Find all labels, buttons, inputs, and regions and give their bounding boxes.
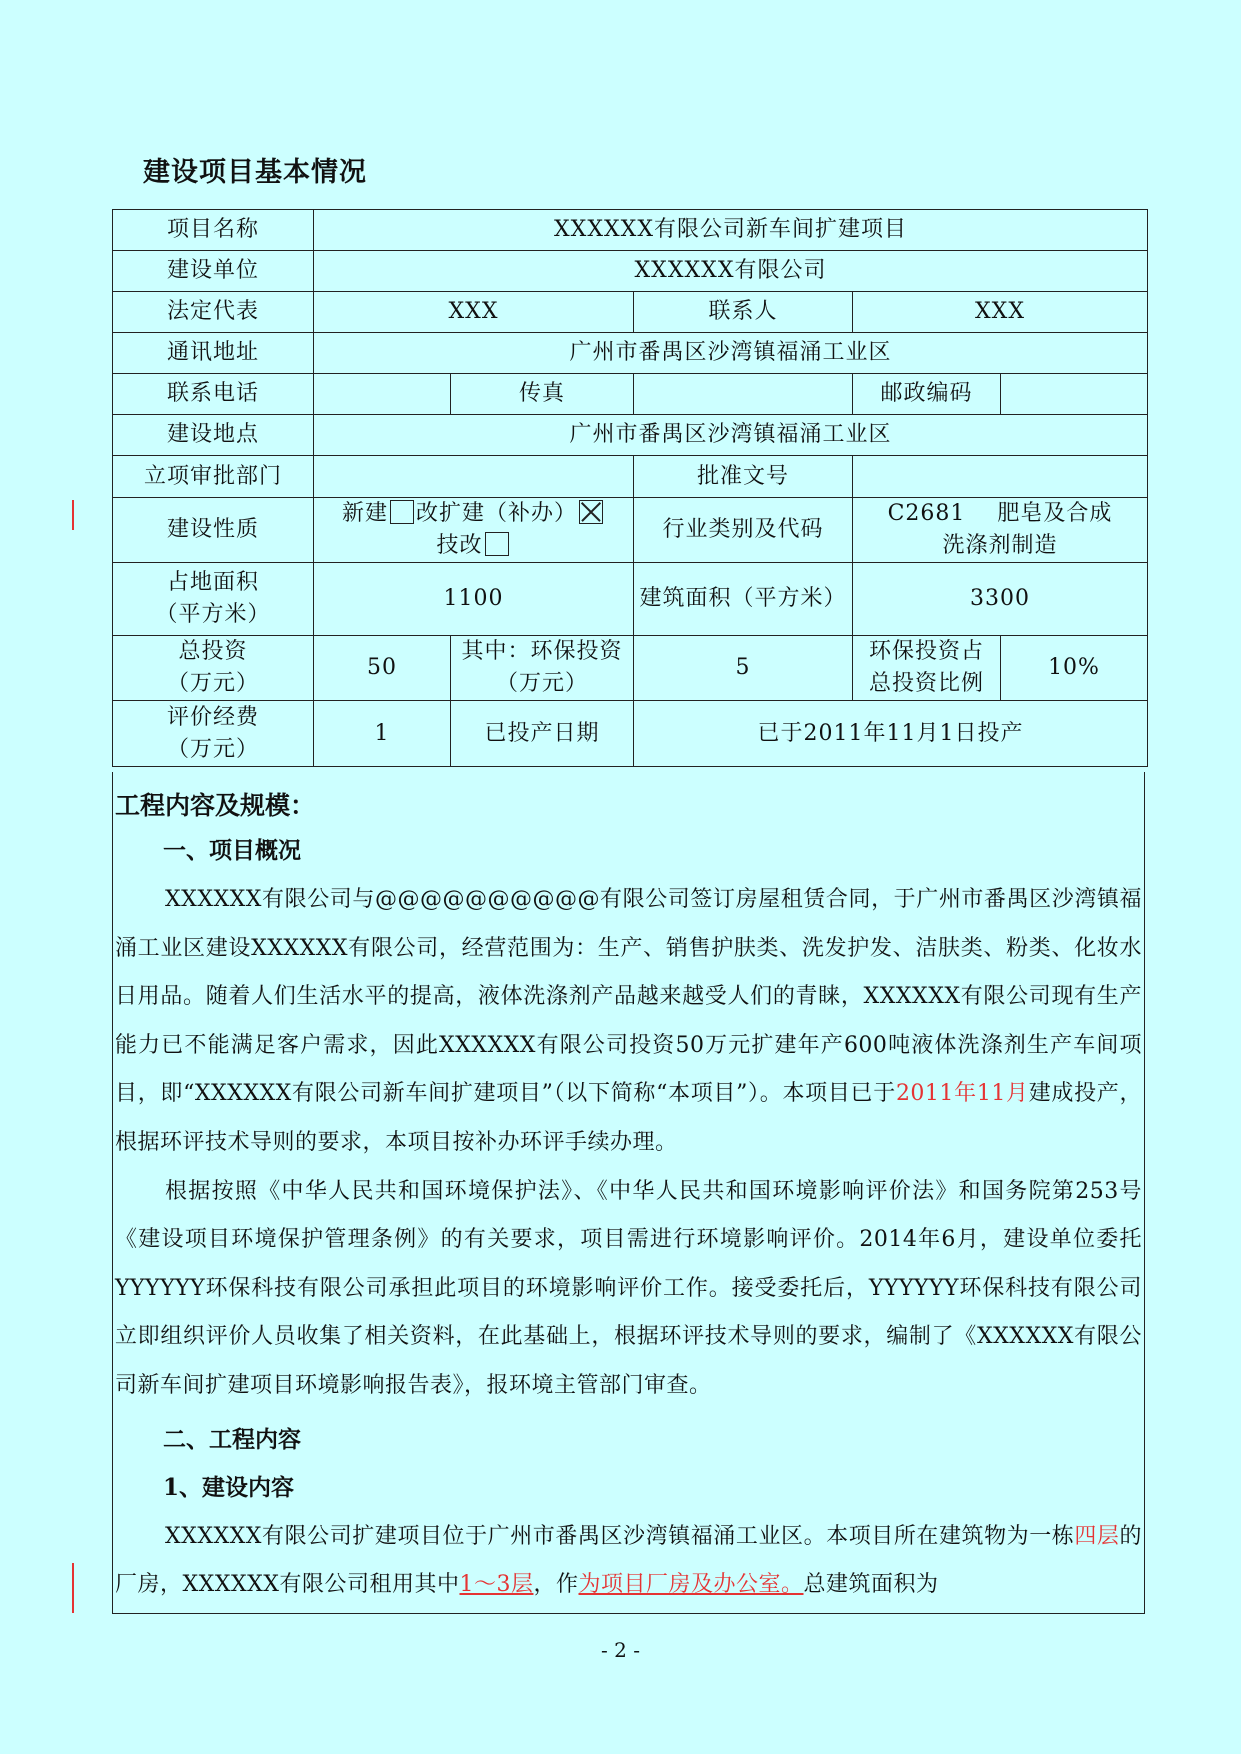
- project-content-box: [112, 772, 1145, 1614]
- total-invest-label-1: 总投资: [178, 639, 248, 664]
- label-eval-fee: [113, 701, 314, 767]
- eval-fee-label-2: （万元）: [166, 736, 259, 762]
- value-address: 广州市番禺区沙湾镇福涌工业区: [314, 333, 1148, 374]
- value-builder: XXXXXX有限公司: [314, 251, 1148, 292]
- p3-text-c: ，作: [533, 1572, 579, 1598]
- nature-expand-checkbox[interactable]: [579, 500, 603, 524]
- value-env-invest: 5: [634, 636, 853, 701]
- eval-fee-label-1: 评价经费: [166, 704, 259, 730]
- value-prod-date: 已于2011年11月1日投产: [634, 701, 1148, 767]
- label-prod-date: 已投产日期: [451, 701, 634, 767]
- value-total-invest: 50: [314, 636, 451, 701]
- p1-text-b: 建成投产，根据环评技术导则的要求，本项目按补办环评手续办理。: [115, 1081, 1143, 1155]
- value-eval-fee: 1: [314, 701, 451, 767]
- p3-revised-usage: 为项目厂房及办公室。: [578, 1572, 804, 1598]
- industry-name-2: 洗涤剂制造: [942, 533, 1058, 558]
- label-fax: 传真: [451, 374, 634, 415]
- nature-tech-label: 技改: [436, 533, 483, 558]
- section-heading-overview: 一、项目概况: [163, 837, 301, 864]
- p3-text-a: XXXXXX有限公司扩建项目位于广州市番禺区沙湾镇福涌工业区。本项目所在建筑物为一栋: [165, 1523, 1075, 1549]
- label-address: 通讯地址: [113, 333, 314, 374]
- label-floor-area: 建筑面积（平方米）: [634, 563, 853, 636]
- nature-tech-checkbox[interactable]: [485, 532, 509, 556]
- label-land-area: [113, 563, 314, 636]
- industry-code: C2681: [887, 501, 966, 526]
- nature-new-checkbox[interactable]: [390, 500, 414, 524]
- value-industry: [853, 498, 1148, 563]
- p1-text-a: XXXXXX有限公司与@@@@@@@@@@有限公司签订房屋租赁合同，于广州市番禺区沙湾镇福涌工业区建设XXXXXX有限公司，经营范围为：生产、销售护肤类、洗发护发、洁肤类、粉类、化妆水日用品。随着人们生活水平的提高，液体洗涤剂产品越来越受人们的青睐，XXXXXX有限公司现有生产能力已不能满足客户需求，因此XXXXXX有限公司投资50万元扩建年产600吨液体洗涤剂生产车间项目，即“XXXXXX有限公司新车间扩建项目”（以下简称“本项目”）。本项目已于: [115, 887, 1142, 1107]
- label-nature: 建设性质: [113, 498, 314, 563]
- project-info-table: [112, 209, 1148, 767]
- land-area-label-2: （平方米）: [155, 602, 271, 627]
- label-approval-dept: 立项审批部门: [113, 456, 314, 498]
- total-invest-label-2: （万元）: [166, 671, 259, 696]
- label-contact: 联系人: [634, 292, 853, 333]
- value-env-ratio: 10%: [1001, 636, 1148, 701]
- label-env-ratio: [853, 636, 1001, 701]
- value-approval-no: [853, 456, 1148, 498]
- label-total-invest: [113, 636, 314, 701]
- paragraph-construction: [113, 1513, 1144, 1610]
- label-approval-no: 批准文号: [634, 456, 853, 498]
- value-postcode: [1001, 374, 1148, 415]
- page-number: - 2 -: [601, 1638, 640, 1662]
- p3-revised-floors: 四层: [1074, 1523, 1120, 1549]
- value-nature: [314, 498, 634, 563]
- env-invest-label-2: （万元）: [495, 671, 588, 696]
- label-builder: 建设单位: [113, 251, 314, 292]
- value-fax: [634, 374, 853, 415]
- env-invest-label-1: 其中：环保投资: [461, 639, 623, 664]
- value-land-area: 1100: [314, 563, 634, 636]
- value-approval-dept: [314, 456, 634, 498]
- revision-bar-nature: [72, 500, 74, 530]
- land-area-label-1: 占地面积: [166, 570, 259, 595]
- p3-text-d: 总建筑面积为: [803, 1572, 939, 1598]
- label-site: 建设地点: [113, 415, 314, 456]
- p1-revised-date: 2011年11月: [895, 1081, 1029, 1107]
- label-legal-rep: 法定代表: [113, 292, 314, 333]
- label-project-name: 项目名称: [113, 210, 314, 251]
- label-postcode: 邮政编码: [853, 374, 1001, 415]
- value-contact: XXX: [853, 292, 1148, 333]
- value-site: 广州市番禺区沙湾镇福涌工业区: [314, 415, 1148, 456]
- page-title: 建设项目基本情况: [143, 157, 367, 188]
- revision-bar-construction: [72, 1563, 74, 1613]
- value-legal-rep: XXX: [314, 292, 634, 333]
- value-floor-area: 3300: [853, 563, 1148, 636]
- nature-new-label: 新建: [341, 501, 388, 526]
- value-phone: [314, 374, 451, 415]
- p3-revised-rented-floors: 1～3层: [459, 1572, 534, 1598]
- subsection-heading-construction: 1、建设内容: [163, 1473, 295, 1501]
- industry-name-1: 肥皂及合成: [997, 501, 1113, 526]
- content-heading: 工程内容及规模：: [115, 791, 316, 820]
- label-env-invest: [451, 636, 634, 701]
- env-ratio-label-2: 总投资比例: [868, 671, 984, 696]
- nature-expand-label: 改扩建（补办）: [416, 501, 578, 526]
- paragraph-legal-basis: 根据按照《中华人民共和国环境保护法》、《中华人民共和国环境影响评价法》和国务院第253号《建设项目环境保护管理条例》的有关要求，项目需进行环境影响评价。2014年6月，建设单位委托YYYYYY环保科技有限公司承担此项目的环境影响评价工作。接受委托后，YYYYYY环保科技有限公司立即组织评价人员收集了相关资料，在此基础上，根据环评技术导则的要求，编制了《XXXXXX有限公司新车间扩建项目环境影响报告表》，报环境主管部门审查。: [115, 1178, 1142, 1398]
- label-industry: 行业类别及代码: [634, 498, 853, 563]
- paragraph-overview: [113, 876, 1144, 1168]
- env-ratio-label-1: 环保投资占: [868, 639, 984, 664]
- label-phone: 联系电话: [113, 374, 314, 415]
- value-project-name: XXXXXX有限公司新车间扩建项目: [314, 210, 1148, 251]
- section-heading-works: 二、工程内容: [163, 1425, 301, 1453]
- p3-text-b: 的厂房，XXXXXX有限公司租用其中: [115, 1523, 1142, 1598]
